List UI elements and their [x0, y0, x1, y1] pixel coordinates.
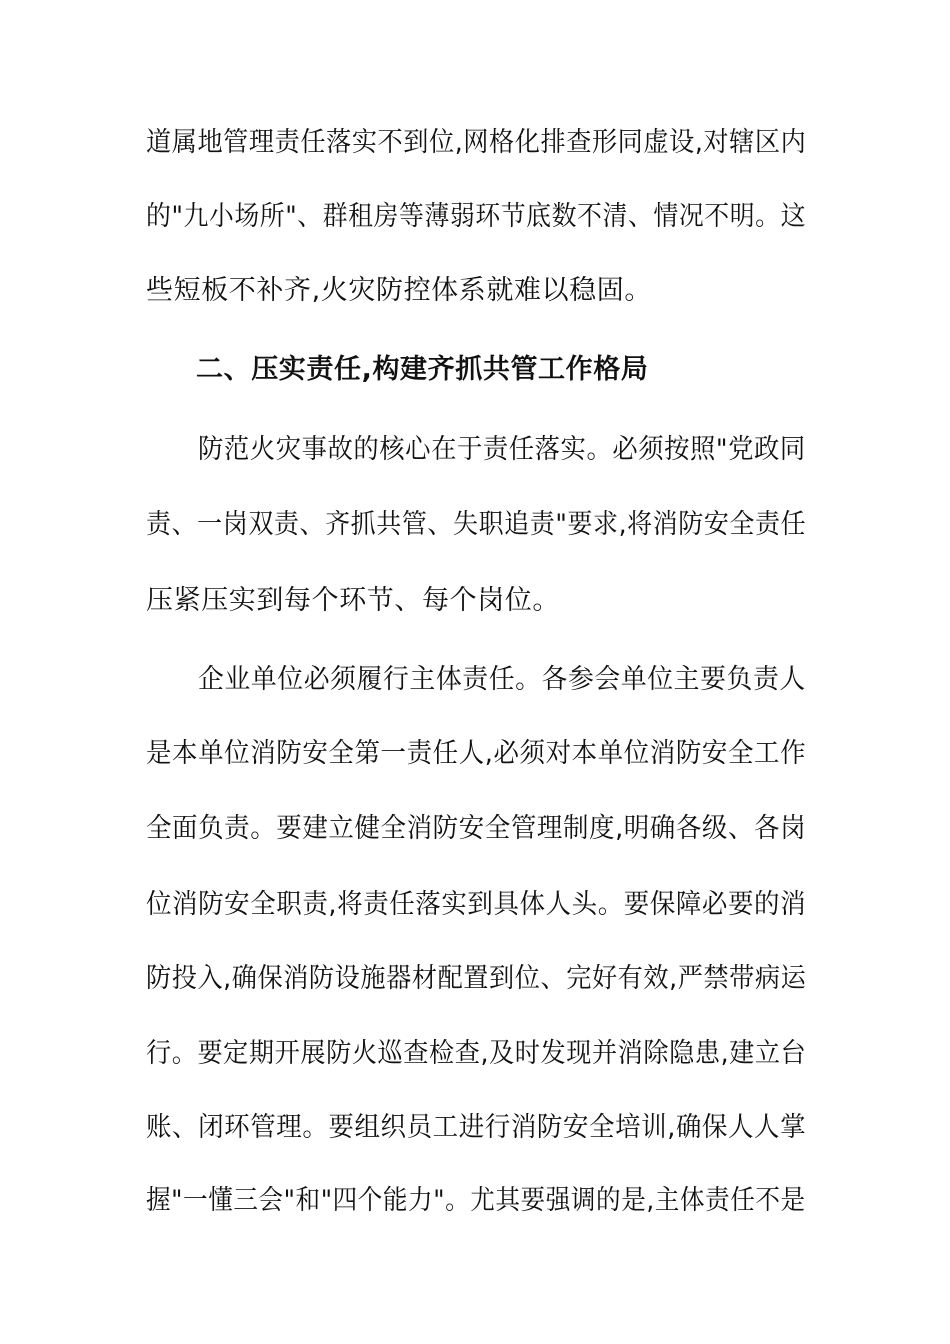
body-line: 行。要定期开展防火巡查检查,及时发现并消除隐患,建立台 — [146, 1038, 807, 1069]
body-line: 压紧压实到每个环节、每个岗位。 — [146, 585, 560, 616]
body-line: 位消防安全职责,将责任落实到具体人头。要保障必要的消 — [146, 889, 807, 920]
body-line: 企业单位必须履行主体责任。各参会单位主要负责人 — [198, 664, 806, 695]
body-line: 些短板不补齐,火灾防控体系就难以稳固。 — [146, 275, 652, 306]
body-line: 全面负责。要建立健全消防安全管理制度,明确各级、各岗 — [146, 813, 807, 844]
body-line: 道属地管理责任落实不到位,网格化排查形同虚设,对辖区内 — [146, 127, 807, 158]
body-line: 防范火灾事故的核心在于责任落实。必须按照"党政同 — [198, 434, 806, 465]
body-line: 账、闭环管理。要组织员工进行消防安全培训,确保人人掌 — [146, 1112, 807, 1143]
body-line: 防投入,确保消防设施器材配置到位、完好有效,严禁带病运 — [146, 963, 807, 994]
body-line: 握"一懂三会"和"四个能力"。尤其要强调的是,主体责任不是 — [146, 1185, 806, 1216]
body-line: 是本单位消防安全第一责任人,必须对本单位消防安全工作 — [146, 738, 807, 769]
section-heading: 二、压实责任,构建齐抓共管工作格局 — [196, 354, 649, 385]
body-line: 的"九小场所"、群租房等薄弱环节底数不清、情况不明。这 — [146, 201, 807, 232]
body-line: 责、一岗双责、齐抓共管、失职追责"要求,将消防安全责任 — [146, 509, 807, 540]
